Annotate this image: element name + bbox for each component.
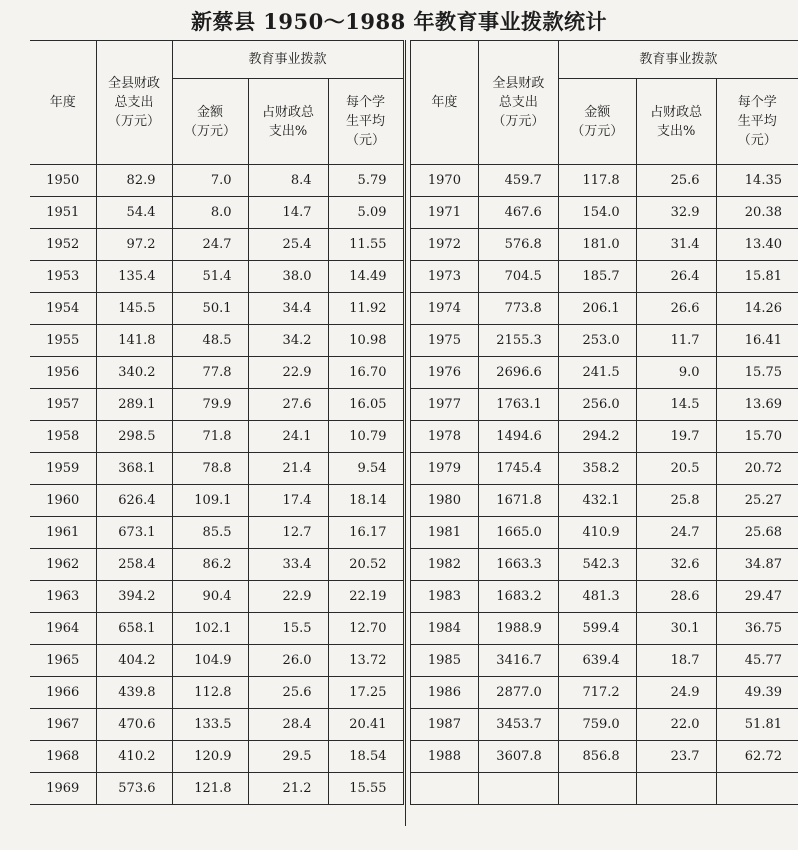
- header-per-student-line2: 生平均: [345, 114, 385, 129]
- total-cell: 394.2: [96, 581, 172, 613]
- amount-cell: 181.0: [558, 229, 636, 261]
- percent-cell: 34.4: [248, 293, 328, 325]
- header-total-line3-right: （万元）: [492, 114, 545, 129]
- header-per-student-line3-right: （元）: [737, 133, 777, 148]
- table-row: [30, 229, 403, 261]
- amount-cell: 85.5: [172, 517, 248, 549]
- table-row: [30, 773, 403, 805]
- year-cell: 1953: [30, 261, 96, 293]
- empty-cell: [558, 773, 636, 805]
- percent-cell: 26.6: [636, 293, 716, 325]
- year-cell: 1979: [411, 453, 479, 485]
- total-cell: 135.4: [96, 261, 172, 293]
- percent-cell: 21.4: [248, 453, 328, 485]
- year-cell: 1964: [30, 613, 96, 645]
- total-cell: 141.8: [96, 325, 172, 357]
- table-row: [30, 197, 403, 229]
- percent-cell: 32.9: [636, 197, 716, 229]
- header-percent-line1: 占财政总: [261, 104, 314, 120]
- percent-cell: 25.4: [248, 229, 328, 261]
- percent-cell: 24.7: [636, 517, 716, 549]
- table-row: [30, 421, 403, 453]
- header-total-line3: （万元）: [107, 114, 160, 129]
- total-cell: 459.7: [478, 165, 558, 197]
- table-row: [411, 645, 798, 677]
- header-percent: [248, 79, 328, 165]
- amount-cell: 154.0: [558, 197, 636, 229]
- table-row: [411, 549, 798, 581]
- table-right-body: [411, 165, 798, 805]
- total-cell: 145.5: [96, 293, 172, 325]
- table-row-empty: [411, 773, 798, 805]
- percent-cell: 38.0: [248, 261, 328, 293]
- amount-cell: 109.1: [172, 485, 248, 517]
- per-student-cell: 25.68: [716, 517, 798, 549]
- amount-cell: 112.8: [172, 677, 248, 709]
- total-cell: 298.5: [96, 421, 172, 453]
- header-percent-right: [636, 79, 716, 165]
- table-row: [411, 325, 798, 357]
- header-total-line1: 全县财政: [107, 76, 160, 91]
- amount-cell: 24.7: [172, 229, 248, 261]
- total-cell: 82.9: [96, 165, 172, 197]
- header-total-line1-right: 全县财政: [492, 76, 545, 91]
- empty-cell: [716, 773, 798, 805]
- header-amount-line1-right: 金额: [584, 104, 611, 120]
- total-cell: 340.2: [96, 357, 172, 389]
- per-student-cell: 14.26: [716, 293, 798, 325]
- percent-cell: 27.6: [248, 389, 328, 421]
- year-cell: 1984: [411, 613, 479, 645]
- amount-cell: 79.9: [172, 389, 248, 421]
- year-cell: 1977: [411, 389, 479, 421]
- year-cell: 1967: [30, 709, 96, 741]
- amount-cell: 410.9: [558, 517, 636, 549]
- per-student-cell: 5.09: [328, 197, 403, 229]
- column-divider: [405, 40, 406, 826]
- amount-cell: 759.0: [558, 709, 636, 741]
- table-row: [30, 677, 403, 709]
- amount-cell: 185.7: [558, 261, 636, 293]
- header-total: [96, 41, 172, 165]
- year-cell: 1987: [411, 709, 479, 741]
- year-cell: 1973: [411, 261, 479, 293]
- amount-cell: 256.0: [558, 389, 636, 421]
- amount-cell: 7.0: [172, 165, 248, 197]
- year-cell: 1985: [411, 645, 479, 677]
- amount-cell: 717.2: [558, 677, 636, 709]
- amount-cell: 481.3: [558, 581, 636, 613]
- per-student-cell: 18.54: [328, 741, 403, 773]
- header-per-student: [328, 79, 403, 165]
- table-row: [30, 325, 403, 357]
- table-row: [30, 261, 403, 293]
- year-cell: 1980: [411, 485, 479, 517]
- per-student-cell: 11.92: [328, 293, 403, 325]
- percent-cell: 33.4: [248, 549, 328, 581]
- per-student-cell: 17.25: [328, 677, 403, 709]
- per-student-cell: 16.17: [328, 517, 403, 549]
- header-per-student-line3: （元）: [345, 133, 385, 148]
- per-student-cell: 15.81: [716, 261, 798, 293]
- total-cell: 2696.6: [478, 357, 558, 389]
- percent-cell: 28.6: [636, 581, 716, 613]
- table-row: [411, 357, 798, 389]
- percent-cell: 22.0: [636, 709, 716, 741]
- header-total-line2-right: 总支出: [498, 95, 538, 110]
- year-cell: 1955: [30, 325, 96, 357]
- total-cell: 1745.4: [478, 453, 558, 485]
- year-cell: 1960: [30, 485, 96, 517]
- table-row: [30, 389, 403, 421]
- table-row: [30, 453, 403, 485]
- table-row: [30, 741, 403, 773]
- year-cell: 1986: [411, 677, 479, 709]
- percent-cell: 11.7: [636, 325, 716, 357]
- total-cell: 773.8: [478, 293, 558, 325]
- year-cell: 1961: [30, 517, 96, 549]
- amount-cell: 856.8: [558, 741, 636, 773]
- amount-cell: 358.2: [558, 453, 636, 485]
- per-student-cell: 11.55: [328, 229, 403, 261]
- per-student-cell: 13.72: [328, 645, 403, 677]
- year-cell: 1959: [30, 453, 96, 485]
- table-row: [30, 645, 403, 677]
- header-percent-line2-right: 支出%: [656, 123, 696, 139]
- per-student-cell: 15.55: [328, 773, 403, 805]
- table-row: [30, 293, 403, 325]
- year-cell: 1974: [411, 293, 479, 325]
- table-left-body: [30, 165, 403, 805]
- header-amount-right: [558, 79, 636, 165]
- per-student-cell: 22.19: [328, 581, 403, 613]
- per-student-cell: 10.79: [328, 421, 403, 453]
- total-cell: 1671.8: [478, 485, 558, 517]
- per-student-cell: 15.75: [716, 357, 798, 389]
- header-amount-line2: （万元）: [183, 123, 236, 139]
- percent-cell: 28.4: [248, 709, 328, 741]
- header-per-student-line2-right: 生平均: [737, 114, 777, 129]
- per-student-cell: 20.72: [716, 453, 798, 485]
- percent-cell: 19.7: [636, 421, 716, 453]
- total-cell: 467.6: [478, 197, 558, 229]
- percent-cell: 14.5: [636, 389, 716, 421]
- table-row: [30, 613, 403, 645]
- total-cell: 1683.2: [478, 581, 558, 613]
- total-cell: 1763.1: [478, 389, 558, 421]
- header-amount: [172, 79, 248, 165]
- year-cell: 1982: [411, 549, 479, 581]
- header-year: 年度: [30, 41, 96, 165]
- percent-cell: 24.9: [636, 677, 716, 709]
- empty-cell: [478, 773, 558, 805]
- total-cell: 258.4: [96, 549, 172, 581]
- year-cell: 1958: [30, 421, 96, 453]
- percent-cell: 22.9: [248, 357, 328, 389]
- per-student-cell: 20.52: [328, 549, 403, 581]
- amount-cell: 77.8: [172, 357, 248, 389]
- table-row: [30, 517, 403, 549]
- percent-cell: 31.4: [636, 229, 716, 261]
- percent-cell: 22.9: [248, 581, 328, 613]
- table-row: [411, 261, 798, 293]
- table-row: [30, 485, 403, 517]
- total-cell: 658.1: [96, 613, 172, 645]
- year-cell: 1957: [30, 389, 96, 421]
- amount-cell: 121.8: [172, 773, 248, 805]
- year-cell: 1971: [411, 197, 479, 229]
- empty-cell: [411, 773, 479, 805]
- table-row: [411, 741, 798, 773]
- percent-cell: 29.5: [248, 741, 328, 773]
- percent-cell: 34.2: [248, 325, 328, 357]
- percent-cell: 26.0: [248, 645, 328, 677]
- table-row: [411, 421, 798, 453]
- percent-cell: 25.6: [636, 165, 716, 197]
- percent-cell: 30.1: [636, 613, 716, 645]
- percent-cell: 15.5: [248, 613, 328, 645]
- percent-cell: 14.7: [248, 197, 328, 229]
- total-cell: 1665.0: [478, 517, 558, 549]
- table-right: [410, 40, 798, 805]
- amount-cell: 8.0: [172, 197, 248, 229]
- table-row: [30, 165, 403, 197]
- amount-cell: 50.1: [172, 293, 248, 325]
- amount-cell: 71.8: [172, 421, 248, 453]
- year-cell: 1970: [411, 165, 479, 197]
- amount-cell: 253.0: [558, 325, 636, 357]
- percent-cell: 21.2: [248, 773, 328, 805]
- amount-cell: 120.9: [172, 741, 248, 773]
- year-cell: 1988: [411, 741, 479, 773]
- total-cell: 289.1: [96, 389, 172, 421]
- table-row: [411, 229, 798, 261]
- per-student-cell: 29.47: [716, 581, 798, 613]
- table-row: [411, 293, 798, 325]
- page-title: 新蔡县 1950～1988 年教育事业拨款统计: [190, 9, 607, 34]
- year-cell: 1966: [30, 677, 96, 709]
- table-row: [411, 165, 798, 197]
- header-total-right: [478, 41, 558, 165]
- percent-cell: 25.6: [248, 677, 328, 709]
- per-student-cell: 49.39: [716, 677, 798, 709]
- header-percent-line1-right: 占财政总: [650, 104, 703, 120]
- header-per-student-right: [716, 79, 798, 165]
- per-student-cell: 36.75: [716, 613, 798, 645]
- table-row: [411, 581, 798, 613]
- table-row: [30, 549, 403, 581]
- header-year-right: 年度: [411, 41, 479, 165]
- amount-cell: 133.5: [172, 709, 248, 741]
- per-student-cell: 18.14: [328, 485, 403, 517]
- year-cell: 1963: [30, 581, 96, 613]
- amount-cell: 542.3: [558, 549, 636, 581]
- amount-cell: 294.2: [558, 421, 636, 453]
- amount-cell: 639.4: [558, 645, 636, 677]
- table-row: [411, 517, 798, 549]
- per-student-cell: 34.87: [716, 549, 798, 581]
- per-student-cell: 15.70: [716, 421, 798, 453]
- amount-cell: 117.8: [558, 165, 636, 197]
- total-cell: 410.2: [96, 741, 172, 773]
- total-cell: 2155.3: [478, 325, 558, 357]
- total-cell: 576.8: [478, 229, 558, 261]
- empty-cell: [636, 773, 716, 805]
- total-cell: 3416.7: [478, 645, 558, 677]
- table-row: [411, 677, 798, 709]
- total-cell: 439.8: [96, 677, 172, 709]
- table-row: [411, 613, 798, 645]
- per-student-cell: 62.72: [716, 741, 798, 773]
- amount-cell: 86.2: [172, 549, 248, 581]
- header-per-student-line1: 每个学: [345, 95, 385, 110]
- per-student-cell: 20.41: [328, 709, 403, 741]
- year-cell: 1962: [30, 549, 96, 581]
- year-cell: 1956: [30, 357, 96, 389]
- year-cell: 1983: [411, 581, 479, 613]
- amount-cell: 104.9: [172, 645, 248, 677]
- total-cell: 1494.6: [478, 421, 558, 453]
- table-row: [411, 197, 798, 229]
- per-student-cell: 45.77: [716, 645, 798, 677]
- percent-cell: 20.5: [636, 453, 716, 485]
- year-cell: 1954: [30, 293, 96, 325]
- percent-cell: 25.8: [636, 485, 716, 517]
- percent-cell: 26.4: [636, 261, 716, 293]
- percent-cell: 23.7: [636, 741, 716, 773]
- total-cell: 97.2: [96, 229, 172, 261]
- per-student-cell: 13.69: [716, 389, 798, 421]
- per-student-cell: 16.70: [328, 357, 403, 389]
- table-row: [411, 709, 798, 741]
- total-cell: 704.5: [478, 261, 558, 293]
- per-student-cell: 13.40: [716, 229, 798, 261]
- amount-cell: 241.5: [558, 357, 636, 389]
- year-cell: 1976: [411, 357, 479, 389]
- table-row: [411, 453, 798, 485]
- year-cell: 1981: [411, 517, 479, 549]
- amount-cell: 90.4: [172, 581, 248, 613]
- year-cell: 1965: [30, 645, 96, 677]
- year-cell: 1978: [411, 421, 479, 453]
- percent-cell: 12.7: [248, 517, 328, 549]
- per-student-cell: 51.81: [716, 709, 798, 741]
- total-cell: 1988.9: [478, 613, 558, 645]
- amount-cell: 206.1: [558, 293, 636, 325]
- year-cell: 1975: [411, 325, 479, 357]
- header-percent-line2: 支出%: [268, 123, 308, 139]
- year-cell: 1950: [30, 165, 96, 197]
- table-row: [30, 581, 403, 613]
- total-cell: 573.6: [96, 773, 172, 805]
- total-cell: 368.1: [96, 453, 172, 485]
- amount-cell: 48.5: [172, 325, 248, 357]
- total-cell: 3607.8: [478, 741, 558, 773]
- total-cell: 673.1: [96, 517, 172, 549]
- header-per-student-line1-right: 每个学: [737, 95, 777, 110]
- percent-cell: 17.4: [248, 485, 328, 517]
- total-cell: 1663.3: [478, 549, 558, 581]
- header-amount-line2-right: （万元）: [571, 123, 624, 139]
- amount-cell: 78.8: [172, 453, 248, 485]
- per-student-cell: 9.54: [328, 453, 403, 485]
- year-cell: 1972: [411, 229, 479, 261]
- total-cell: 3453.7: [478, 709, 558, 741]
- amount-cell: 102.1: [172, 613, 248, 645]
- table-row: [30, 357, 403, 389]
- header-amount-line1: 金额: [196, 104, 223, 120]
- percent-cell: 24.1: [248, 421, 328, 453]
- per-student-cell: 10.98: [328, 325, 403, 357]
- table-row: [30, 709, 403, 741]
- per-student-cell: 16.05: [328, 389, 403, 421]
- per-student-cell: 20.38: [716, 197, 798, 229]
- total-cell: 54.4: [96, 197, 172, 229]
- total-cell: 404.2: [96, 645, 172, 677]
- amount-cell: 51.4: [172, 261, 248, 293]
- per-student-cell: 25.27: [716, 485, 798, 517]
- header-group: 教育事业拨款: [172, 41, 403, 79]
- per-student-cell: 14.35: [716, 165, 798, 197]
- header-group-right: 教育事业拨款: [558, 41, 798, 79]
- amount-cell: 599.4: [558, 613, 636, 645]
- year-cell: 1969: [30, 773, 96, 805]
- year-cell: 1952: [30, 229, 96, 261]
- total-cell: 626.4: [96, 485, 172, 517]
- year-cell: 1951: [30, 197, 96, 229]
- table-left: [30, 40, 404, 805]
- percent-cell: 32.6: [636, 549, 716, 581]
- total-cell: 2877.0: [478, 677, 558, 709]
- per-student-cell: 12.70: [328, 613, 403, 645]
- total-cell: 470.6: [96, 709, 172, 741]
- table-row: [411, 389, 798, 421]
- per-student-cell: 14.49: [328, 261, 403, 293]
- per-student-cell: 16.41: [716, 325, 798, 357]
- amount-cell: 432.1: [558, 485, 636, 517]
- percent-cell: 8.4: [248, 165, 328, 197]
- table-row: [411, 485, 798, 517]
- header-total-line2: 总支出: [114, 95, 154, 110]
- per-student-cell: 5.79: [328, 165, 403, 197]
- percent-cell: 9.0: [636, 357, 716, 389]
- year-cell: 1968: [30, 741, 96, 773]
- percent-cell: 18.7: [636, 645, 716, 677]
